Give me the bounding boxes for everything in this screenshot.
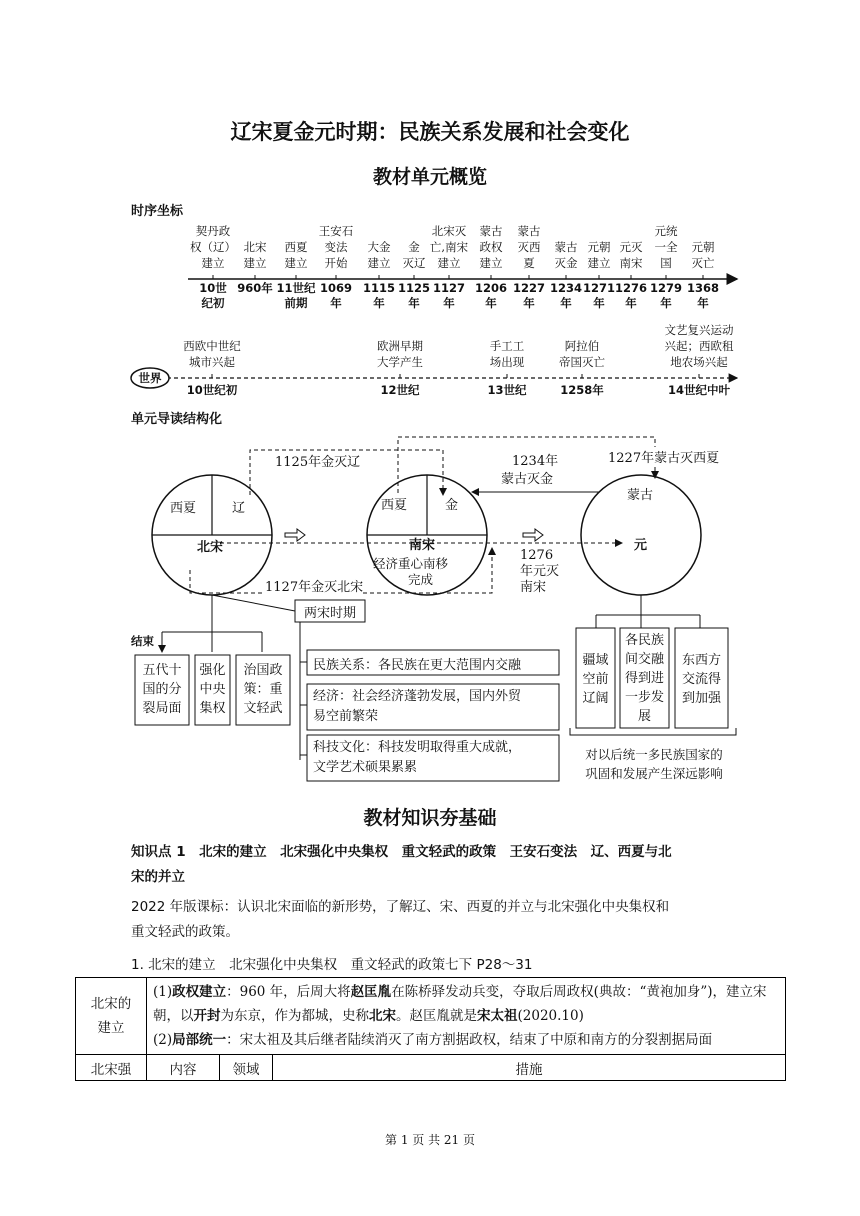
china-event-year: 1115 年: [362, 281, 396, 310]
d-c2-bottom: 南宋: [409, 538, 436, 553]
china-event-year: 1234 年: [549, 281, 583, 310]
row-head-founding: 北宋的 建立: [76, 978, 147, 1055]
d-arrow-1127: 1127年金灭北宋: [265, 576, 363, 595]
d-impact: 对以后统一多民族国家的 巩固和发展产生深远影响: [585, 747, 723, 781]
world-event-year: 10世纪初: [186, 383, 238, 397]
china-event-label: 元朝 建立: [587, 240, 611, 270]
d-c1-tl: 西夏: [170, 501, 197, 516]
china-event-year: 1368 年: [686, 281, 720, 310]
china-event-year: 1127 年: [432, 281, 466, 310]
col-head-field: 领域: [220, 1055, 273, 1081]
d-c3-top: 蒙古: [627, 488, 654, 503]
china-event-label: 元朝 灭亡: [691, 240, 715, 270]
china-event-year: 10世 纪初: [199, 281, 227, 310]
china-event-label: 王安石 变法 开始: [318, 224, 354, 270]
d-arrow-1234a: 1234年: [512, 454, 559, 469]
col-head-content: 内容: [147, 1055, 220, 1081]
china-event-label: 北宋灭 亡,南宋 建立: [429, 224, 469, 270]
world-event-label: 手工工 场出现: [489, 339, 525, 369]
section-heading-overview: 教材单元概览: [372, 166, 487, 188]
china-event-label: 西夏 建立: [284, 240, 308, 270]
d-box-tech: 科技文化：科技发明取得重大成就， 文学艺术硕果累累: [313, 740, 522, 775]
knowledge-point-heading: 知识点 1 北宋的建立 北宋强化中央集权 重文轻武的政策 王安石变法 辽、西夏与北 宋的并立: [131, 844, 672, 885]
china-event-label: 大金 建立: [367, 240, 391, 270]
structure-label: 单元导读结构化: [131, 412, 223, 427]
d-box-econ: 经济：社会经济蓬勃发展，国内外贸 易空前繁荣: [313, 689, 522, 724]
d-c2-note1: 经济重心南移: [373, 556, 449, 571]
d-arrow-1227: 1227年蒙古灭西夏: [608, 447, 719, 466]
d-arrow-1125: 1125年金灭辽: [275, 451, 360, 470]
d-box-policy: 治国政 策：重 文轻武: [243, 663, 283, 716]
d-box-fragment: 五代十 国的分 裂局面: [142, 663, 182, 716]
world-event-label: 西欧中世纪 城市兴起: [183, 339, 241, 369]
col-head-measures: 措施: [273, 1055, 786, 1081]
world-event-label: 欧洲早期 大学产生: [377, 339, 423, 369]
world-event-year: 14世纪中叶: [667, 383, 731, 397]
d-c2-note2: 完成: [408, 572, 434, 587]
d-box-terr: 疆域 空前 辽阔: [582, 653, 609, 706]
china-event-year: 960年: [237, 281, 273, 295]
d-c2-tl: 西夏: [381, 498, 408, 513]
china-event-year: 11世纪 前期: [276, 281, 316, 310]
table-row: [76, 978, 786, 1055]
section-heading-basics: 教材知识夯基础: [363, 807, 497, 829]
timeline-label: 时序坐标: [131, 204, 184, 219]
china-event-label: 元灭 南宋: [619, 240, 643, 270]
row-head-centralize: 北宋强: [76, 1055, 147, 1081]
founding-content: (1)政权建立：960 年，后周大将赵匡胤在陈桥驿发动兵变，夺取后周政权(典故：“黄袍加身”)，建立宋朝，以开封为东京，作为都城，史称北宋。赵匡胤就是宋太祖(2020.10) (2)局部统一：宋太祖及其后继者陆续消灭了南方割据政权，结束了中原和南方的分裂割据局面: [147, 978, 786, 1055]
world-event-year: 12世纪: [380, 383, 420, 397]
china-event-year: 1276 年: [614, 281, 648, 310]
d-c1-tr: 辽: [232, 501, 246, 516]
d-c2-tr: 金: [445, 498, 459, 513]
table-row: [76, 1055, 786, 1081]
china-event-label: 蒙古 政权 建立: [479, 224, 503, 270]
subheading: 1. 北宋的建立 北宋强化中央集权 重文轻武的政策七下 P28～31: [131, 957, 533, 973]
china-event-year: 1227 年: [512, 281, 546, 310]
china-event-label: 金 灭辽: [402, 240, 426, 270]
document-title: 辽宋夏金元时期：民族关系发展和社会变化: [230, 119, 630, 144]
content-table: [75, 977, 786, 1081]
china-event-year: 1125 年: [397, 281, 431, 310]
d-arrow-1276: 1276 年元灭 南宋: [520, 548, 560, 595]
d-c1-bottom: 北宋: [197, 540, 224, 555]
world-event-year: 13世纪: [487, 383, 527, 397]
d-box-central: 强化 中央 集权: [199, 663, 226, 716]
d-c3-bottom: 元: [634, 538, 648, 553]
d-box-ethnic: 民族关系：各民族在更大范围内交融: [313, 658, 522, 673]
d-box-two-song: 两宋时期: [303, 606, 356, 621]
standard-prefix: 2022 年版课标: [131, 899, 224, 915]
china-event-label: 蒙古 灭西 夏: [517, 224, 541, 270]
world-label: 世界: [138, 371, 162, 385]
d-arrow-1234b: 蒙古灭金: [501, 472, 554, 487]
d-box-exchange: 东西方 交流得 到加强: [681, 653, 721, 706]
china-event-year: 1206 年: [474, 281, 508, 310]
world-event-label: 文艺复兴运动 兴起；西欧租 地农场兴起: [664, 323, 734, 369]
china-event-label: 北宋 建立: [243, 240, 267, 270]
china-event-year: 1069 年: [319, 281, 353, 310]
china-event-label: 元统 一全 国: [654, 224, 678, 270]
world-event-label: 阿拉伯 帝国灭亡: [559, 339, 605, 369]
china-event-label: 契丹政 权（辽） 建立: [190, 224, 236, 270]
world-event-year: 1258年: [560, 383, 604, 397]
d-end-label: 结束: [131, 634, 154, 648]
page-footer: 第 1 页 共 21 页: [385, 1133, 475, 1147]
china-event-year: 1279 年: [649, 281, 683, 310]
curriculum-standard: 2022 年版课标：认识北宋面临的新形势，了解辽、宋、西夏的并立与北宋强化中央集权和 重文轻武的政策。: [131, 899, 670, 940]
d-box-fusion: 各民族 间交融 得到进 一步发 展: [624, 633, 664, 724]
china-event-year: 1271 年: [582, 281, 616, 310]
china-event-label: 蒙古 灭金: [554, 240, 578, 270]
